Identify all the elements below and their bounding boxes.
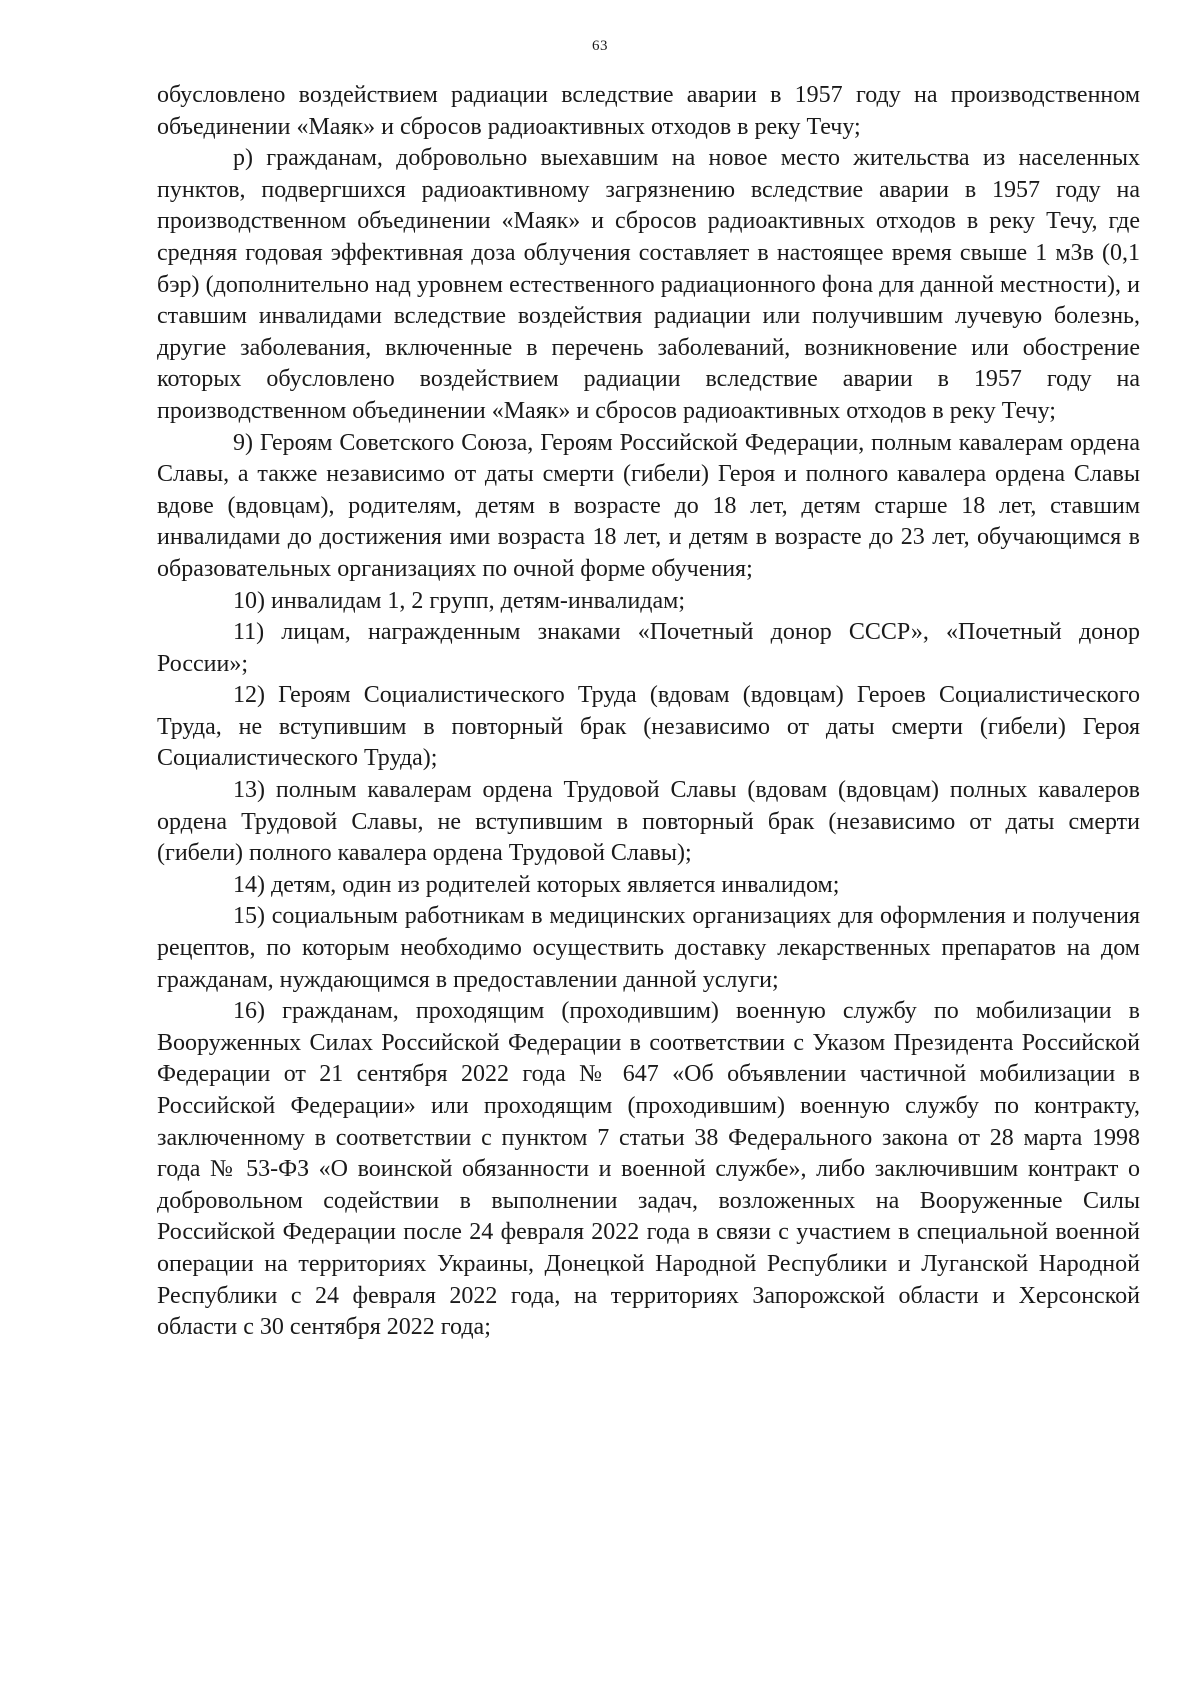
paragraph-item-16: 16) гражданам, проходящим (проходившим) военную службу по мобилизации в Вооруженных Силах Российской Федерации в соответствии с Указом Президента Российской Федерации от 21 сентября 2022 года № 647 «Об объявлении частичной мобилизации в Российской Федерации» или проходящим (проходившим) военную службу по контракту, заключенному в соответствии с пунктом 7 статьи 38 Федерального закона от 28 марта 1998 года № 53-ФЗ «О воинской обязанности и военной службе», либо заключившим контракт о добровольном содействии в выполнении задач, возложенных на Вооруженные Силы Российской Федерации после 24 февраля 2022 года в связи с участием в специальной военной операции на территориях Украины, Донецкой Народной Республики и Луганской Народной Республики с 24 февраля 2022 года, на территориях Запорожской области и Херсонской области с 30 сентября 2022 года; bbox=[157, 998, 1140, 1341]
paragraph-item-9: 9) Героям Советского Союза, Героям Российской Федерации, полным кавалерам ордена Славы, а также независимо от даты смерти (гибели) Героя и полного кавалера ордена Славы вдове (вдовцам), родителям, детям в возрасте до 18 лет, детям старше 18 лет, ставшим инвалидами до достижения ими возраста 18 лет, и детям в возрасте до 23 лет, обучающимся в образовательных организациях по очной форме обучения; bbox=[157, 429, 1140, 582]
page-number: 63 bbox=[592, 38, 608, 54]
paragraph-item-14: 14) детям, один из родителей которых является инвалидом; bbox=[233, 871, 840, 898]
paragraph-item-r: р) гражданам, добровольно выехавшим на новое место жительства из населенных пунктов, подвергшихся радиоактивному загрязнению вследствие аварии в 1957 году на производственном объединении «Маяк» и сбросов радиоактивных отходов в реку Течу, где средняя годовая эффективная доза облучения составляет в настоящее время свыше 1 мЗв (0,1 бэр) (дополнительно над уровнем естественного радиационного фона для данной местности), и ставшим инвалидами вследствие воздействия радиации или получившим лучевую болезнь, другие заболевания, включенные в перечень заболеваний, возникновение или обострение которых обусловлено воздействием радиации вследствие аварии в 1957 году на производственном объединении «Маяк» и сбросов радиоактивных отходов в реку Течу; bbox=[157, 145, 1140, 424]
paragraph-item-10: 10) инвалидам 1, 2 групп, детям-инвалидам; bbox=[233, 587, 686, 614]
paragraph-item-11: 11) лицам, награжденным знаками «Почетный донор СССР», «Почетный донор России»; bbox=[157, 619, 1140, 677]
paragraph-item-13: 13) полным кавалерам ордена Трудовой Славы (вдовам (вдовцам) полных кавалеров ордена Трудовой Славы, не вступившим в повторный брак (независимо от даты смерти (гибели) полного кавалера ордена Трудовой Славы); bbox=[157, 777, 1140, 867]
paragraph-item-15: 15) социальным работникам в медицинских организациях для оформления и получения рецептов, по которым необходимо осуществить доставку лекарственных препаратов на дом гражданам, нуждающимся в предоставлении данной услуги; bbox=[157, 903, 1140, 993]
paragraph-item-12: 12) Героям Социалистического Труда (вдовам (вдовцам) Героев Социалистического Труда, не вступившим в повторный брак (независимо от даты смерти (гибели) Героя Социалистического Труда); bbox=[157, 682, 1140, 772]
document-body bbox=[157, 80, 1140, 1344]
paragraph-continuation: обусловлено воздействием радиации вследствие аварии в 1957 году на производственном объединении «Маяк» и сбросов радиоактивных отходов в реку Течу; bbox=[157, 82, 1140, 140]
